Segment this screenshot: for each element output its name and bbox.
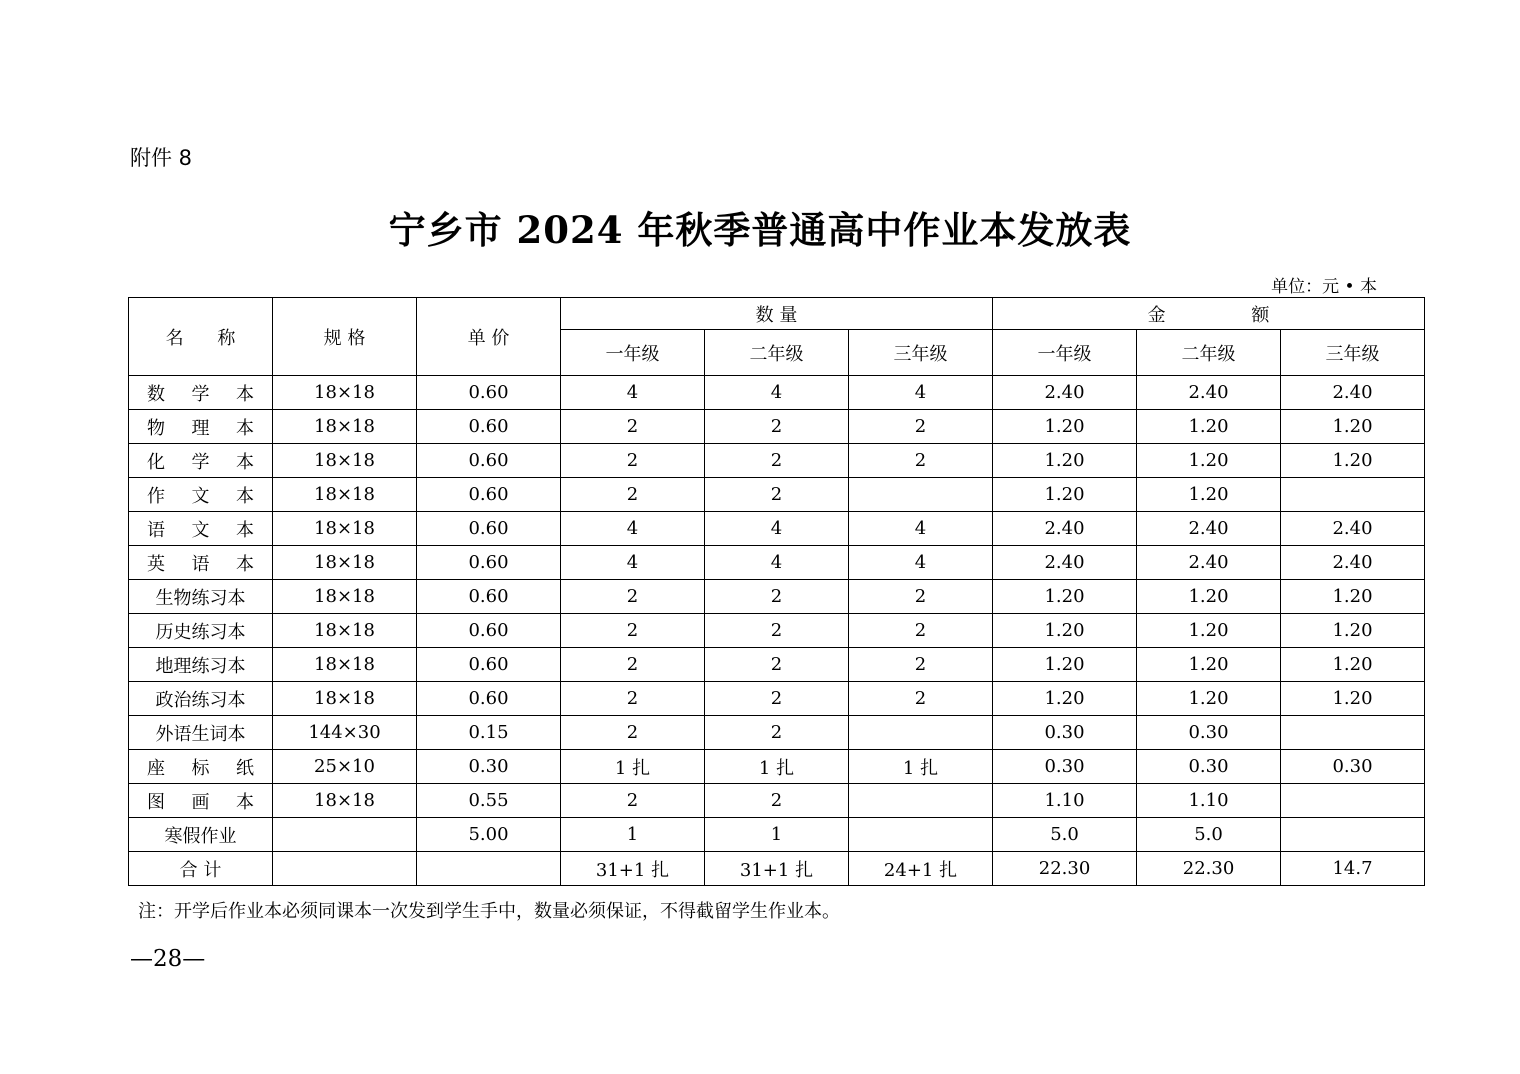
header-amt-grade3: 三年级 bbox=[1281, 330, 1425, 376]
cell-spec bbox=[273, 852, 417, 886]
row-name-char: 语 bbox=[191, 553, 210, 575]
cell-spec: 18×18 bbox=[273, 444, 417, 478]
row-name-char: 学 bbox=[191, 383, 210, 405]
cell-a1: 1.20 bbox=[993, 648, 1137, 682]
row-name: 生物练习本 bbox=[129, 580, 273, 614]
cell-a2: 1.20 bbox=[1137, 478, 1281, 512]
cell-q1: 2 bbox=[561, 478, 705, 512]
cell-a1: 2.40 bbox=[993, 376, 1137, 410]
table-row bbox=[129, 648, 1425, 682]
cell-q2: 2 bbox=[705, 444, 849, 478]
header-amt-grade2: 二年级 bbox=[1137, 330, 1281, 376]
cell-a3: 2.40 bbox=[1281, 546, 1425, 580]
table-row bbox=[129, 444, 1425, 478]
cell-price: 0.60 bbox=[417, 546, 561, 580]
row-name-char: 本 bbox=[236, 451, 254, 473]
cell-a1: 1.20 bbox=[993, 614, 1137, 648]
cell-a1: 1.20 bbox=[993, 444, 1137, 478]
cell-q1: 2 bbox=[561, 410, 705, 444]
header-qty-grade2: 二年级 bbox=[705, 330, 849, 376]
cell-a3: 1.20 bbox=[1281, 614, 1425, 648]
cell-q1: 1 bbox=[561, 818, 705, 852]
table-row bbox=[129, 716, 1425, 750]
cell-q1: 4 bbox=[561, 376, 705, 410]
row-name-char: 化 bbox=[147, 451, 165, 473]
row-name: 合 计 bbox=[129, 852, 273, 886]
cell-a1: 2.40 bbox=[993, 512, 1137, 546]
cell-q1: 2 bbox=[561, 614, 705, 648]
row-name bbox=[129, 512, 273, 546]
cell-q1: 4 bbox=[561, 546, 705, 580]
unit-label: 单位：元 • 本 bbox=[1271, 277, 1377, 297]
cell-spec: 25×10 bbox=[273, 750, 417, 784]
cell-q2: 4 bbox=[705, 376, 849, 410]
table-row bbox=[129, 478, 1425, 512]
cell-a2: 1.20 bbox=[1137, 444, 1281, 478]
row-name bbox=[129, 546, 273, 580]
row-name-char: 本 bbox=[236, 485, 254, 507]
row-name-char: 本 bbox=[236, 519, 254, 541]
cell-price: 0.60 bbox=[417, 410, 561, 444]
cell-q1: 2 bbox=[561, 682, 705, 716]
cell-q2: 1 bbox=[705, 818, 849, 852]
cell-a1: 1.20 bbox=[993, 682, 1137, 716]
cell-price bbox=[417, 852, 561, 886]
table-row bbox=[129, 376, 1425, 410]
table-row bbox=[129, 546, 1425, 580]
cell-spec bbox=[273, 818, 417, 852]
cell-price: 0.60 bbox=[417, 376, 561, 410]
cell-spec: 18×18 bbox=[273, 682, 417, 716]
cell-q2: 2 bbox=[705, 478, 849, 512]
row-name-char: 作 bbox=[147, 485, 165, 507]
cell-spec: 18×18 bbox=[273, 614, 417, 648]
table-row bbox=[129, 614, 1425, 648]
cell-a1: 2.40 bbox=[993, 546, 1137, 580]
cell-q1: 2 bbox=[561, 784, 705, 818]
row-name: 地理练习本 bbox=[129, 648, 273, 682]
row-name: 外语生词本 bbox=[129, 716, 273, 750]
cell-a3 bbox=[1281, 784, 1425, 818]
page-number: —28— bbox=[130, 946, 206, 972]
row-name-char: 本 bbox=[236, 553, 254, 575]
cell-q1: 2 bbox=[561, 648, 705, 682]
cell-a1: 1.10 bbox=[993, 784, 1137, 818]
header-amount: 金 额 bbox=[993, 298, 1425, 330]
cell-a3: 2.40 bbox=[1281, 512, 1425, 546]
cell-price: 0.60 bbox=[417, 682, 561, 716]
cell-spec: 18×18 bbox=[273, 648, 417, 682]
row-name-char: 学 bbox=[191, 451, 210, 473]
cell-price: 0.60 bbox=[417, 512, 561, 546]
row-name-char: 图 bbox=[147, 791, 165, 813]
table-body bbox=[129, 376, 1425, 886]
cell-price: 5.00 bbox=[417, 818, 561, 852]
table-row bbox=[129, 818, 1425, 852]
cell-q2: 2 bbox=[705, 682, 849, 716]
header-spec: 规 格 bbox=[273, 298, 417, 376]
table-row bbox=[129, 682, 1425, 716]
cell-spec: 18×18 bbox=[273, 546, 417, 580]
cell-a3: 1.20 bbox=[1281, 444, 1425, 478]
cell-spec: 18×18 bbox=[273, 376, 417, 410]
cell-q3: 4 bbox=[849, 546, 993, 580]
table-row bbox=[129, 750, 1425, 784]
row-name-char: 文 bbox=[191, 485, 210, 507]
cell-a1: 0.30 bbox=[993, 750, 1137, 784]
row-name-char: 画 bbox=[191, 791, 210, 813]
cell-q2: 1 扎 bbox=[705, 750, 849, 784]
cell-a2: 1.20 bbox=[1137, 410, 1281, 444]
cell-a1: 0.30 bbox=[993, 716, 1137, 750]
document-title: 宁乡市 2024 年秋季普通高中作业本发放表 bbox=[388, 208, 1132, 252]
cell-q2: 2 bbox=[705, 410, 849, 444]
row-name-char: 物 bbox=[147, 417, 165, 439]
cell-a2: 2.40 bbox=[1137, 376, 1281, 410]
row-name-char: 纸 bbox=[236, 757, 254, 779]
cell-a2: 0.30 bbox=[1137, 750, 1281, 784]
cell-q2: 2 bbox=[705, 648, 849, 682]
cell-a2: 2.40 bbox=[1137, 546, 1281, 580]
header-quantity: 数 量 bbox=[561, 298, 993, 330]
row-name-char: 标 bbox=[191, 757, 210, 779]
cell-q1: 2 bbox=[561, 716, 705, 750]
row-name-char: 数 bbox=[147, 383, 165, 405]
table-row bbox=[129, 852, 1425, 886]
cell-a3: 1.20 bbox=[1281, 648, 1425, 682]
cell-q1: 1 扎 bbox=[561, 750, 705, 784]
cell-q3: 2 bbox=[849, 648, 993, 682]
row-name-char: 英 bbox=[147, 553, 165, 575]
cell-q3: 2 bbox=[849, 410, 993, 444]
row-name: 历史练习本 bbox=[129, 614, 273, 648]
row-name-char: 理 bbox=[191, 417, 210, 439]
row-name bbox=[129, 376, 273, 410]
cell-q1: 31+1 扎 bbox=[561, 852, 705, 886]
cell-price: 0.55 bbox=[417, 784, 561, 818]
row-name: 政治练习本 bbox=[129, 682, 273, 716]
cell-q3: 1 扎 bbox=[849, 750, 993, 784]
cell-a3: 1.20 bbox=[1281, 410, 1425, 444]
table-row bbox=[129, 784, 1425, 818]
row-name-char: 本 bbox=[236, 791, 254, 813]
header-qty-grade1: 一年级 bbox=[561, 330, 705, 376]
row-name-char: 本 bbox=[236, 417, 254, 439]
cell-q3 bbox=[849, 784, 993, 818]
cell-a2: 1.20 bbox=[1137, 648, 1281, 682]
cell-spec: 18×18 bbox=[273, 512, 417, 546]
cell-a2: 1.20 bbox=[1137, 614, 1281, 648]
header-qty-grade3: 三年级 bbox=[849, 330, 993, 376]
cell-spec: 18×18 bbox=[273, 478, 417, 512]
cell-a1: 22.30 bbox=[993, 852, 1137, 886]
cell-q3: 2 bbox=[849, 444, 993, 478]
cell-a2: 1.10 bbox=[1137, 784, 1281, 818]
cell-a3: 1.20 bbox=[1281, 682, 1425, 716]
cell-spec: 18×18 bbox=[273, 784, 417, 818]
header-amt-grade1: 一年级 bbox=[993, 330, 1137, 376]
cell-q3: 24+1 扎 bbox=[849, 852, 993, 886]
row-name bbox=[129, 444, 273, 478]
cell-q3: 2 bbox=[849, 614, 993, 648]
cell-a1: 1.20 bbox=[993, 410, 1137, 444]
cell-price: 0.30 bbox=[417, 750, 561, 784]
cell-price: 0.15 bbox=[417, 716, 561, 750]
cell-q1: 2 bbox=[561, 580, 705, 614]
header-name: 名 称 bbox=[129, 298, 273, 376]
row-name-char: 文 bbox=[191, 519, 210, 541]
row-name: 寒假作业 bbox=[129, 818, 273, 852]
table-row bbox=[129, 580, 1425, 614]
row-name bbox=[129, 750, 273, 784]
cell-q2: 2 bbox=[705, 580, 849, 614]
distribution-table bbox=[128, 297, 1425, 886]
cell-a1: 1.20 bbox=[993, 580, 1137, 614]
cell-price: 0.60 bbox=[417, 648, 561, 682]
cell-spec: 18×18 bbox=[273, 580, 417, 614]
cell-a2: 1.20 bbox=[1137, 682, 1281, 716]
cell-q2: 2 bbox=[705, 614, 849, 648]
row-name bbox=[129, 784, 273, 818]
cell-a3 bbox=[1281, 818, 1425, 852]
cell-a2: 22.30 bbox=[1137, 852, 1281, 886]
cell-q3 bbox=[849, 478, 993, 512]
row-name-char: 座 bbox=[147, 757, 165, 779]
cell-a3: 1.20 bbox=[1281, 580, 1425, 614]
cell-a2: 1.20 bbox=[1137, 580, 1281, 614]
cell-a3: 2.40 bbox=[1281, 376, 1425, 410]
cell-q2: 4 bbox=[705, 512, 849, 546]
cell-q1: 2 bbox=[561, 444, 705, 478]
cell-a3 bbox=[1281, 478, 1425, 512]
cell-price: 0.60 bbox=[417, 580, 561, 614]
cell-a3: 0.30 bbox=[1281, 750, 1425, 784]
cell-a2: 2.40 bbox=[1137, 512, 1281, 546]
cell-a2: 5.0 bbox=[1137, 818, 1281, 852]
cell-spec: 18×18 bbox=[273, 410, 417, 444]
cell-q3 bbox=[849, 716, 993, 750]
cell-price: 0.60 bbox=[417, 614, 561, 648]
cell-q3: 4 bbox=[849, 376, 993, 410]
cell-a3 bbox=[1281, 716, 1425, 750]
header-price: 单 价 bbox=[417, 298, 561, 376]
cell-a3: 14.7 bbox=[1281, 852, 1425, 886]
cell-a1: 5.0 bbox=[993, 818, 1137, 852]
cell-q2: 2 bbox=[705, 784, 849, 818]
cell-q2: 2 bbox=[705, 716, 849, 750]
attachment-label: 附件 8 bbox=[130, 146, 193, 170]
row-name bbox=[129, 410, 273, 444]
cell-q3 bbox=[849, 818, 993, 852]
cell-q3: 2 bbox=[849, 682, 993, 716]
cell-price: 0.60 bbox=[417, 478, 561, 512]
cell-q1: 4 bbox=[561, 512, 705, 546]
table-row bbox=[129, 410, 1425, 444]
cell-a2: 0.30 bbox=[1137, 716, 1281, 750]
row-name-char: 本 bbox=[236, 383, 254, 405]
cell-a1: 1.20 bbox=[993, 478, 1137, 512]
cell-q3: 4 bbox=[849, 512, 993, 546]
cell-price: 0.60 bbox=[417, 444, 561, 478]
row-name-char: 语 bbox=[147, 519, 165, 541]
row-name bbox=[129, 478, 273, 512]
footnote: 注：开学后作业本必须同课本一次发到学生手中，数量必须保证，不得截留学生作业本。 bbox=[138, 901, 840, 922]
cell-q2: 31+1 扎 bbox=[705, 852, 849, 886]
cell-q3: 2 bbox=[849, 580, 993, 614]
cell-spec: 144×30 bbox=[273, 716, 417, 750]
table-row bbox=[129, 512, 1425, 546]
cell-q2: 4 bbox=[705, 546, 849, 580]
